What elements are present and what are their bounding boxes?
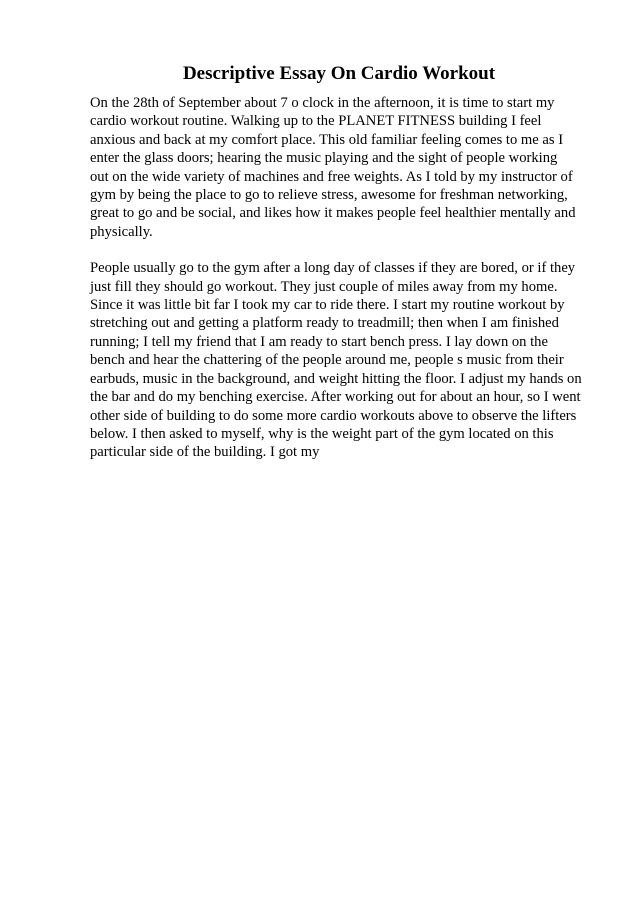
paragraph-line: anxious and back at my comfort place. This old familiar feeling comes to me as I (90, 131, 564, 148)
paragraph-line: the bar and do my benching exercise. After working out for about an hour, so I went (90, 389, 581, 406)
paragraph-line: On the 28th of September about 7 o clock in the afternoon, it is time to start my (90, 95, 555, 111)
paragraph-line: People usually go to the gym after a long day of classes if they are bored, or if they (90, 260, 576, 277)
paragraph-line: cardio workout routine. Walking up to the PLANET FITNESS building I feel (90, 113, 542, 130)
paragraph-line: just fill they should go workout. They just couple of miles away from my home. (90, 278, 558, 295)
paragraph-2 (90, 259, 582, 461)
paragraph-line: out on the wide variety of machines and free weights. As I told by my instructor of (90, 168, 573, 185)
paragraph-line: gym by being the place to go to relieve stress, awesome for freshman networking, (90, 187, 568, 204)
paragraph-line: physically. (90, 223, 153, 240)
paragraph-line: great to go and be social, and likes how it makes people feel healthier mentally and (90, 205, 576, 222)
paragraph-line: other side of building to do some more cardio workouts above to observe the lifters (90, 407, 577, 424)
paragraph-line: bench and hear the chattering of the people around me, people s music from their (90, 352, 564, 369)
paragraph-line: earbuds, music in the background, and weight hitting the floor. I adjust my hands on (90, 370, 582, 387)
paragraph-line: below. I then asked to myself, why is the weight part of the gym located on this (90, 425, 554, 442)
paragraph-line: running; I tell my friend that I am ready to start bench press. I lay down on the (90, 333, 548, 350)
paragraph-line: enter the glass doors; hearing the music playing and the sight of people working (90, 150, 558, 167)
paragraph-1 (90, 94, 582, 241)
document-title: Descriptive Essay On Cardio Workout (182, 63, 496, 84)
paragraph-line: particular side of the building. I got my (90, 444, 320, 461)
paragraph-line: stretching out and getting a platform ready to treadmill; then when I am finished (90, 315, 559, 332)
paragraph-line: Since it was little bit far I took my car to ride there. I start my routine workout by (90, 297, 565, 314)
